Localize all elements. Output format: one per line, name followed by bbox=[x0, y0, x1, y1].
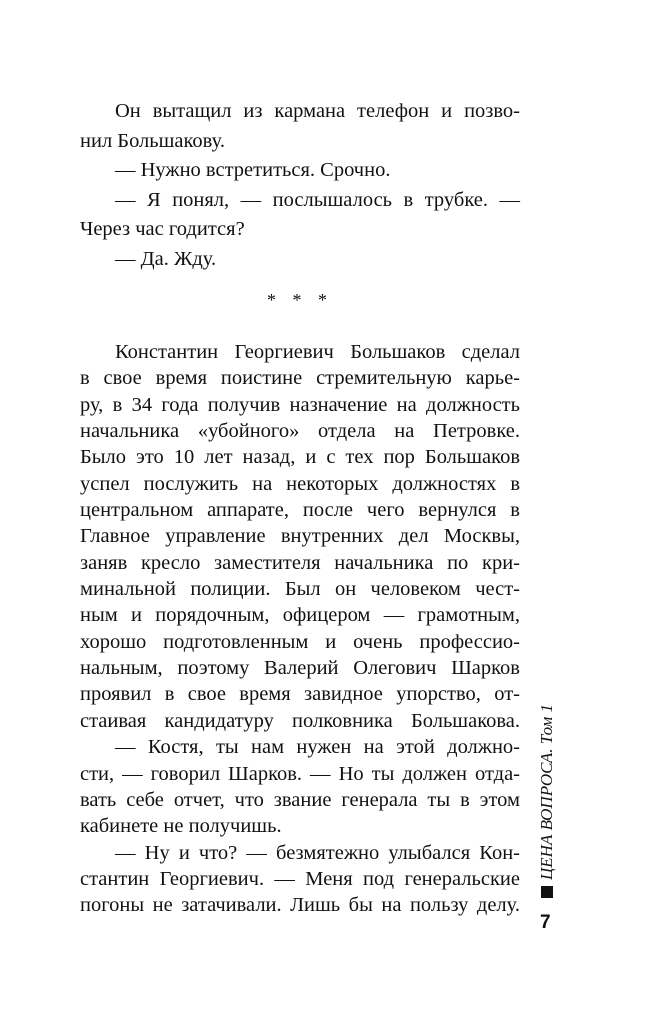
text-line: стаивая кандидатуру полковника Большакова. bbox=[80, 709, 520, 732]
running-title: ЦЕНА ВОПРОСА. Том 1 bbox=[537, 703, 556, 880]
text-line: — Да. Жду. bbox=[115, 247, 217, 270]
text-line: — Ну и что? — безмятежно улыбался Кон- bbox=[115, 841, 520, 864]
text-line: погоны не затачивали. Лишь бы на пользу делу. bbox=[80, 894, 520, 917]
text-line: Было это 10 лет назад, и с тех пор Большаков bbox=[80, 446, 520, 469]
text-line: сти, — говорил Шарков. — Но ты должен отда- bbox=[80, 762, 520, 785]
text-line: Константин Георгиевич Большаков сделал bbox=[115, 341, 520, 363]
text-line: нальным, поэтому Валерий Олегович Шарков bbox=[80, 657, 520, 680]
text-block-dialogue bbox=[80, 97, 520, 275]
text-line: центральном аппарате, после чего вернулся в bbox=[80, 499, 520, 522]
text-line: проявил в свое время завидное упорство, от- bbox=[80, 683, 520, 706]
text-line: Главное управление внутренних дел Москвы, bbox=[80, 525, 520, 548]
text-line: ным и порядочным, офицером — грамотным, bbox=[80, 604, 520, 627]
text-line: в свое время поистине стремительную карье- bbox=[80, 367, 520, 390]
text-line: — Нужно встретиться. Срочно. bbox=[115, 159, 391, 182]
text-line: вать себе отчет, что звание генерала ты в этом bbox=[80, 788, 520, 811]
section-separator: * * * bbox=[267, 290, 333, 310]
square-marker-icon bbox=[541, 886, 553, 898]
text-line: кабинете не получишь. bbox=[80, 815, 282, 838]
text-line: ру, в 34 года получив назначение на должность bbox=[80, 393, 520, 416]
text-line: — Я понял, — послышалось в трубке. — bbox=[115, 188, 520, 211]
text-line: нил Большакову. bbox=[80, 129, 225, 152]
text-line: начальника «убойного» отдела на Петровке. bbox=[80, 420, 520, 443]
text-line: стантин Георгиевич. — Меня под генеральские bbox=[80, 867, 520, 890]
text-line: — Костя, ты нам нужен на этой должно- bbox=[115, 736, 520, 759]
text-line: заняв кресло заместителя начальника по кри- bbox=[80, 551, 520, 574]
text-line: Он вытащил из кармана телефон и позво- bbox=[115, 100, 520, 122]
text-line: Через час годится? bbox=[80, 218, 245, 241]
text-line: успел послужить на некоторых должностях в bbox=[80, 472, 520, 495]
page-number: 7 bbox=[540, 912, 551, 933]
text-line: минальной полиции. Был он человеком чест- bbox=[80, 578, 520, 601]
text-block-narrative bbox=[80, 339, 520, 919]
text-line: хорошо подготовленным и очень профессио- bbox=[80, 630, 520, 653]
